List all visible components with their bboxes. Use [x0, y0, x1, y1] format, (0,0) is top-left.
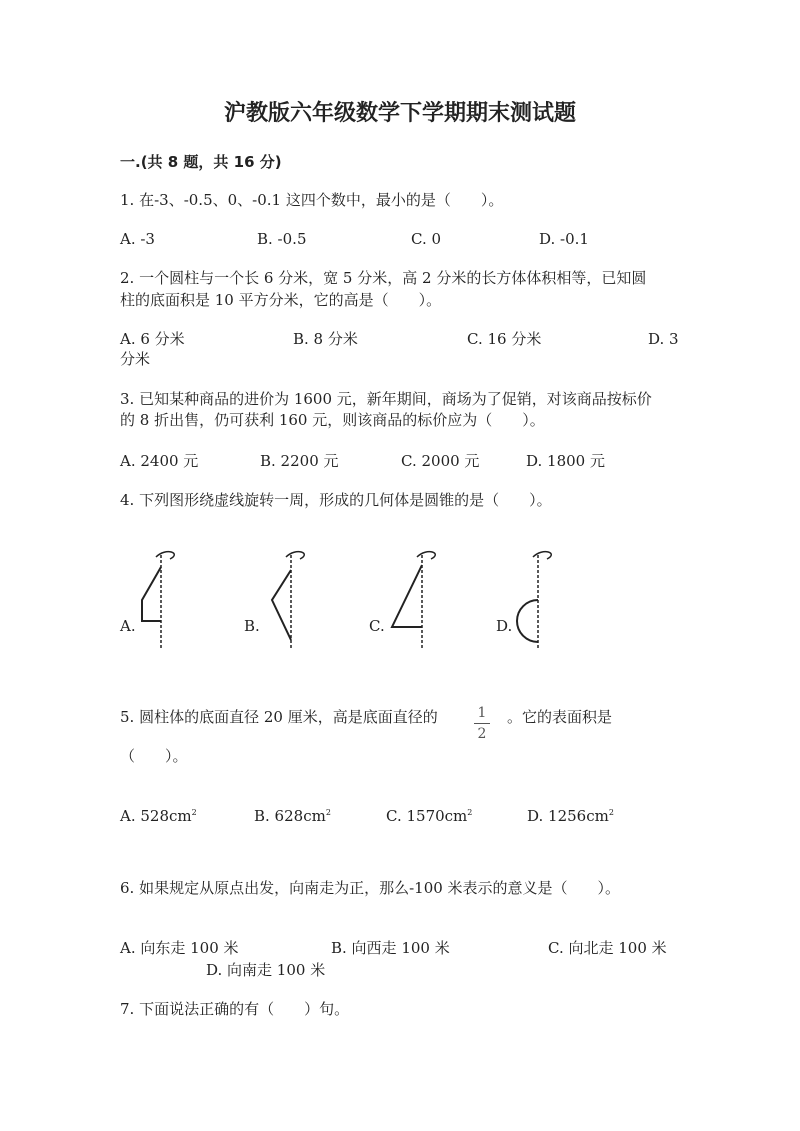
q5-option-c-text: C. 1570cm: [386, 807, 468, 825]
figure-b-label[interactable]: B.: [244, 617, 260, 635]
fraction-numerator: 1: [477, 705, 487, 721]
q1-option-b[interactable]: B. -0.5: [257, 230, 307, 248]
question-5-stem-part1: 5. 圆柱体的底面直径 20 厘米，高是底面直径的: [120, 708, 438, 726]
question-4-stem: 4. 下列图形绕虚线旋转一周，形成的几何体是圆锥的是（ ）。: [120, 491, 552, 509]
question-2-stem-line2: 柱的底面积是 10 平方分米，它的高是（ ）。: [120, 291, 442, 309]
q5-option-c[interactable]: [386, 803, 472, 826]
figure-a-label[interactable]: A.: [120, 617, 136, 635]
q2-option-c[interactable]: C. 16 分米: [467, 330, 542, 348]
figure-c-shape: [392, 552, 435, 648]
q5-option-b[interactable]: [254, 803, 331, 826]
q5-option-b-sup: 2: [325, 808, 331, 817]
q1-option-d[interactable]: D. -0.1: [539, 230, 589, 248]
q3-option-c[interactable]: C. 2000 元: [401, 452, 480, 470]
q3-option-a[interactable]: A. 2400 元: [120, 452, 199, 470]
question-5-stem-part2: 。它的表面积是: [507, 708, 613, 726]
figure-b-shape: [272, 552, 304, 648]
q5-option-d-sup: 2: [608, 808, 614, 817]
q2-option-d[interactable]: D. 3: [648, 330, 679, 348]
figure-d-label[interactable]: D.: [496, 617, 513, 635]
q2-option-d-wrap: 分米: [120, 350, 151, 368]
question-2-stem-line1: 2. 一个圆柱与一个长 6 分米，宽 5 分米，高 2 分米的长方体体积相等，已知圆: [120, 269, 647, 287]
q2-option-b[interactable]: B. 8 分米: [293, 330, 358, 348]
q3-option-d[interactable]: D. 1800 元: [526, 452, 605, 470]
q5-option-d-text: D. 1256cm: [527, 807, 609, 825]
fraction-bar: [474, 723, 490, 724]
q2-option-a[interactable]: A. 6 分米: [120, 330, 185, 348]
question-6-stem: 6. 如果规定从原点出发，向南走为正，那么-100 米表示的意义是（ ）。: [120, 879, 621, 897]
q5-option-d[interactable]: [527, 803, 614, 826]
section-heading: 一.(共 8 题，共 16 分): [120, 153, 282, 171]
page-title: 沪教版六年级数学下学期期末测试题: [223, 101, 576, 126]
question-3-stem-line2: 的 8 折出售，仍可获利 160 元，则该商品的标价应为（ ）。: [120, 411, 545, 429]
q6-option-a[interactable]: A. 向东走 100 米: [120, 939, 239, 957]
q1-option-a[interactable]: A. -3: [120, 230, 155, 248]
q1-option-c[interactable]: C. 0: [411, 230, 442, 248]
q5-option-b-text: B. 628cm: [254, 807, 326, 825]
q5-option-a-sup: 2: [191, 808, 197, 817]
rotation-figures: [120, 545, 560, 655]
q6-option-d[interactable]: D. 向南走 100 米: [206, 961, 326, 979]
question-7-stem: 7. 下面说法正确的有（ ）句。: [120, 1000, 350, 1018]
fraction-one-half: [474, 705, 490, 742]
q5-option-c-sup: 2: [467, 808, 473, 817]
q5-option-a[interactable]: [120, 803, 197, 826]
figure-a-shape: [142, 552, 174, 648]
figure-c-label[interactable]: C.: [369, 617, 385, 635]
question-5-stem-line2: （ ）。: [120, 747, 188, 765]
fraction-denominator: 2: [477, 726, 487, 742]
question-1-stem: 1. 在-3、-0.5、0、-0.1 这四个数中，最小的是（ ）。: [120, 191, 504, 209]
q6-option-c[interactable]: C. 向北走 100 米: [548, 939, 667, 957]
q3-option-b[interactable]: B. 2200 元: [260, 452, 339, 470]
q5-option-a-text: A. 528cm: [120, 807, 192, 825]
figure-d-shape: [517, 552, 551, 648]
q6-option-b[interactable]: B. 向西走 100 米: [331, 939, 450, 957]
question-3-stem-line1: 3. 已知某种商品的进价为 1600 元，新年期间，商场为了促销，对该商品按标价: [120, 390, 652, 408]
